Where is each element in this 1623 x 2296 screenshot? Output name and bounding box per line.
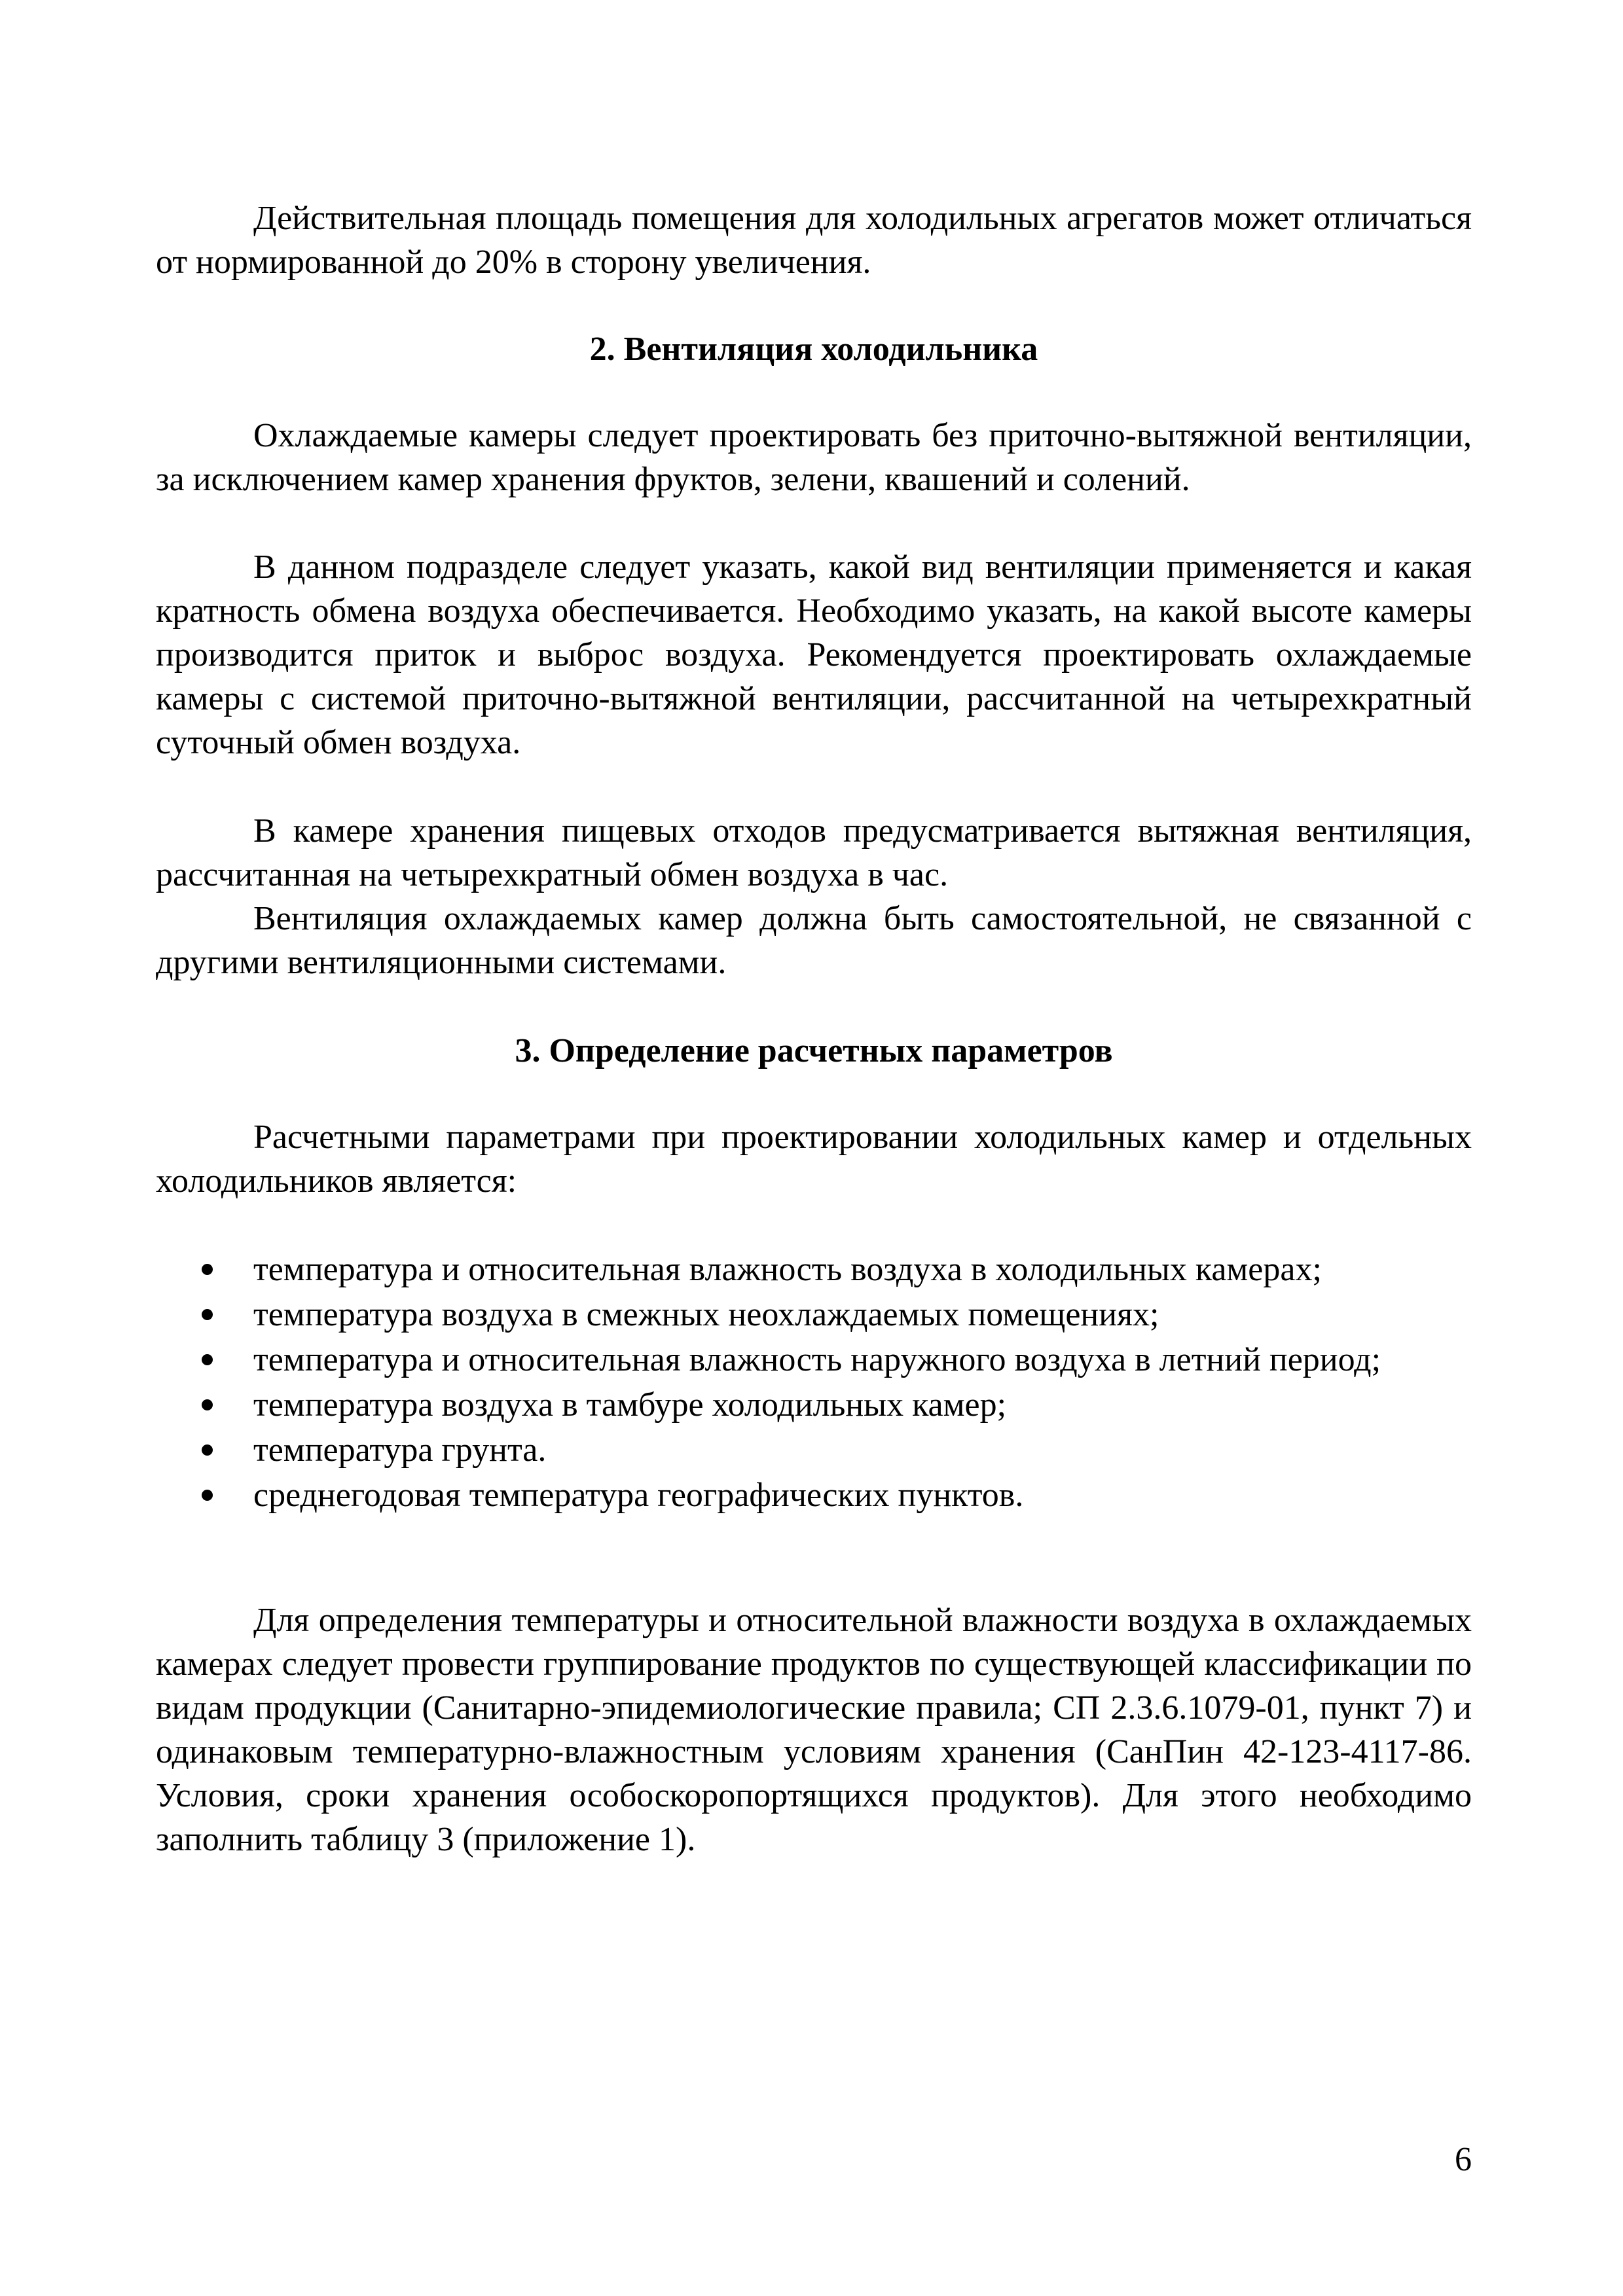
section-2-paragraph-1: Охлаждаемые камеры следует проектировать без приточно-вытяжной вентиляции, за исключением камер хранения фруктов, зелени, квашений и солений. <box>156 417 1472 498</box>
section-2-paragraph-4: Вентиляция охлаждаемых камер должна быть самостоятельной, не связанной с другими вентиляционными системами. <box>156 900 1472 981</box>
section-2-paragraph-2: В данном подразделе следует указать, какой вид вентиляции применяется и какая кратность обмена воздуха обеспечивается. Необходимо указать, на какой высоте камеры производится приток и выброс воздуха. Рекомендуется проектировать охлаждаемые камеры с системой приточно-вытяжной вентиляции, рассчитанной на четырехкратный суточный обмен воздуха. <box>156 548 1472 761</box>
list-item-text: температура грунта. <box>253 1431 547 1469</box>
list-item <box>156 1247 1472 1291</box>
list-item-text: температура воздуха в смежных неохлаждаемых помещениях; <box>253 1296 1159 1333</box>
bullet-icon <box>202 1354 213 1365</box>
section-3-heading: 3. Определение расчетных параметров <box>515 1032 1113 1069</box>
bullet-icon <box>202 1490 213 1501</box>
list-item-text: температура и относительная влажность наружного воздуха в летний период; <box>253 1341 1381 1378</box>
section-3-intro: Расчетными параметрами при проектировании холодильных камер и отдельных холодильников является: <box>156 1119 1472 1200</box>
section-3-closing: Для определения температуры и относительной влажности воздуха в охлаждаемых камерах следует провести группирование продуктов по существующей классификации по видам продукции (Санитарно-эпидемиологические правила; СП 2.3.6.1079-01, пункт 7) и одинаковым температурно-влажностным условиям хранения (СанПин 42-123-4117-86. Условия, сроки хранения особоскоропортящихся продуктов). Для этого необходимо заполнить таблицу 3 (приложение 1). <box>156 1602 1472 1858</box>
list-item-text: температура воздуха в тамбуре холодильных камер; <box>253 1386 1007 1424</box>
bullet-icon <box>202 1264 213 1275</box>
intro-paragraph: Действительная площадь помещения для холодильных агрегатов может отличаться от нормированной до 20% в сторону увеличения. <box>156 200 1472 281</box>
list-item <box>156 1293 1472 1336</box>
list-item-text: температура и относительная влажность воздуха в холодильных камерах; <box>253 1251 1322 1288</box>
list-item <box>156 1428 1472 1472</box>
list-item <box>156 1338 1472 1382</box>
bullet-icon <box>202 1309 213 1320</box>
bullet-icon <box>202 1399 213 1410</box>
list-item <box>156 1383 1472 1427</box>
bullet-icon <box>202 1444 213 1456</box>
list-item-text: среднегодовая температура географических пунктов. <box>253 1477 1024 1514</box>
page-number: 6 <box>1455 2141 1472 2178</box>
parameter-list <box>156 1247 1472 1517</box>
section-2-paragraph-3: В камере хранения пищевых отходов предусматривается вытяжная вентиляция, рассчитанная на четырехкратный обмен воздуха в час. <box>156 812 1472 893</box>
section-2-heading: 2. Вентиляция холодильника <box>589 331 1038 368</box>
list-item <box>156 1473 1472 1517</box>
